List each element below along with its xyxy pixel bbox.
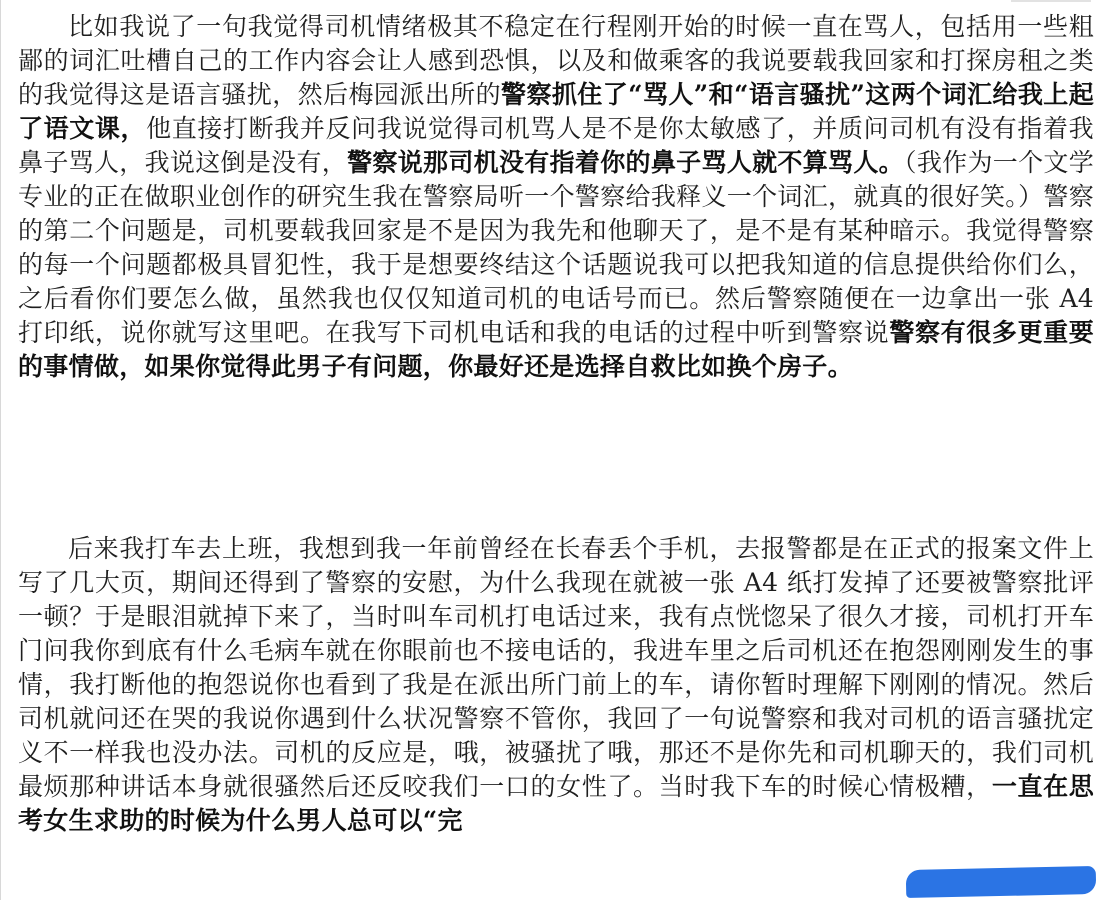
paragraph-1-bold-segment: 警察抓住了“骂人”和“语言骚扰”这两个词汇给我上起了语文课， xyxy=(18,80,1094,143)
paragraph-1-segment: 比如我说了一句我觉得司机情绪极其不稳定在行程刚开始的时候一直在骂人，包括用一些粗鄙的词汇吐槽自己的工作内容会让人感到恐惧，以及和做乘客的我说要载我回家和打探房租之类的我觉得这是语言骚扰，然后梅园派出所的 xyxy=(18,12,1094,109)
paragraph-2 xyxy=(18,532,1094,838)
paragraph-2-bold-segment: 一直在思考女生求助的时候为什么男人总可以“完 xyxy=(18,772,1095,835)
paragraph-1 xyxy=(18,10,1094,384)
paragraph-1-segment: （我作为一个文学专业的正在做职业创作的研究生我在警察局听一个警察给我释义一个词汇，就真的很好笑。）警察的第二个问题是，司机要载我回家是不是因为我先和他聊天了，是不是有某种暗示。我觉得警察的每一个问题都极具冒犯性，我于是想要终结这个话题说我可以把我知道的信息提供给你们么，之后看你们要怎么做，虽然我也仅仅知道司机的电话号而已。然后警察随便在一边拿出一张 A4 打印纸，说你就写这里吧。在我写下司机电话和我的电话的过程中听到警察说 xyxy=(18,148,1094,347)
paragraph-1-bold-segment: 警察说那司机没有指着你的鼻子骂人就不算骂人。 xyxy=(347,148,904,177)
redaction-mark xyxy=(906,866,1097,898)
page-edge-mark xyxy=(1011,0,1091,2)
paragraph-1-bold-segment: 警察有很多更重要的事情做，如果你觉得此男子有问题，你最好还是选择自救比如换个房子。 xyxy=(18,318,1094,381)
paragraph-1-segment: 他直接打断我并反问我说觉得司机骂人是不是你太敏感了，并质问司机有没有指着我鼻子骂人，我说这倒是没有， xyxy=(18,114,1094,177)
paragraph-2-segment: 后来我打车去上班，我想到我一年前曾经在长春丢个手机，去报警都是在正式的报案文件上写了几大页，期间还得到了警察的安慰，为什么我现在就被一张 A4 纸打发掉了还要被警察批评一顿？于是眼泪就掉下来了，当时叫车司机打电话过来，我有点恍惚呆了很久才接，司机打开车门问我你到底有什么毛病车就在你眼前也不接电话的，我进车里之后司机还在抱怨刚刚发生的事情，我打断他的抱怨说你也看到了我是在派出所门前上的车，请你暂时理解下刚刚的情况。然后司机就问还在哭的我说你遇到什么状况警察不管你，我回了一句说警察和我对司机的语言骚扰定义不一样我也没办法。司机的反应是，哦，被骚扰了哦，那还不是你先和司机聊天的，我们司机最烦那种讲话本身就很骚然后还反咬我们一口的女性了。当时我下车的时候心情极糟， xyxy=(18,534,1094,801)
